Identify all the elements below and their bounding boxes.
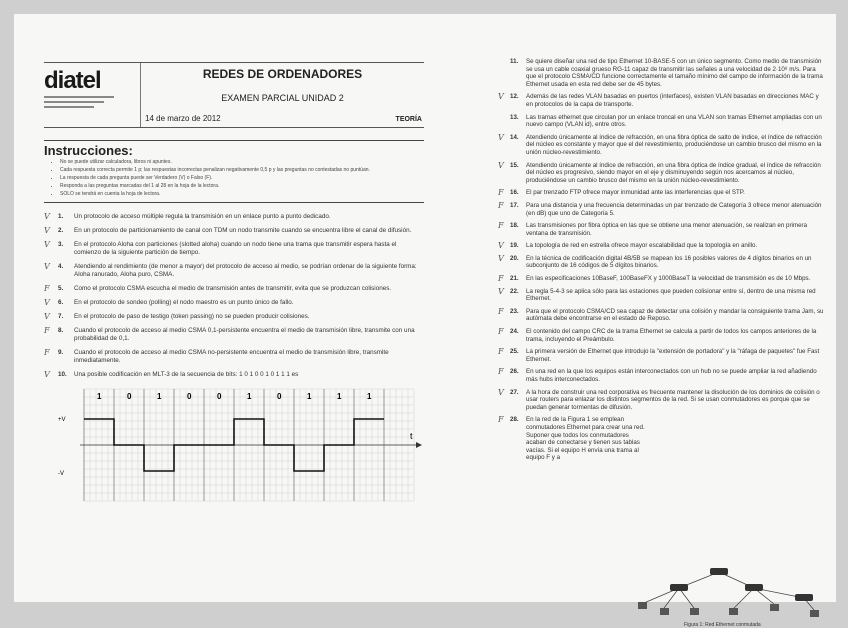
instruction-item: • Cada respuesta correcta permite 1 p; las respuestas incorrectas penalizan negativamente 0,5 p y las preguntas no contestadas no puntúan.	[60, 166, 424, 174]
answer-mark: V	[498, 387, 504, 397]
answer-mark: V	[498, 253, 504, 263]
switch-icon	[670, 584, 688, 591]
host-icon	[810, 610, 819, 617]
network-hosts	[638, 602, 819, 617]
host-icon	[729, 608, 738, 615]
question-number: 15.	[510, 161, 519, 169]
switch-icon	[745, 584, 763, 591]
minus-v-label: -V	[58, 471, 64, 477]
answer-mark: V	[44, 226, 50, 235]
bit-label: 1	[157, 392, 162, 401]
bit-label: 1	[97, 392, 102, 401]
question-item	[504, 114, 824, 129]
bit-label: 0	[277, 392, 282, 401]
question-text: Además de las redes VLAN basadas en puertos (interfaces), existen VLAN basadas en direcciones MAC y en protocolos de la capa de transporte.	[526, 93, 819, 108]
answer-mark: V	[44, 240, 50, 249]
network-links	[644, 572, 814, 610]
question-text: Atendiendo únicamente al índice de refracción, en una fibra óptica de índice gradual, el índice de refracción del núcleo es progresivo, siendo mayor en el eje y disminuyendo según nos acercamos al núcleo, produciéndose un cambio brusco del mismo en la unión núcleo-revestimiento.	[526, 161, 821, 184]
question-item	[498, 286, 824, 303]
question-number: 28.	[510, 416, 519, 424]
bit-label: 0	[187, 392, 192, 401]
logo-rule-3	[44, 106, 94, 108]
instructions-heading: Instrucciones:	[44, 143, 133, 158]
answer-mark: V	[44, 212, 50, 221]
answer-mark: F	[498, 415, 504, 425]
question-item	[44, 213, 424, 221]
exam-sheet	[14, 14, 836, 628]
question-number: 19.	[510, 242, 519, 250]
question-number: 10.	[58, 371, 67, 378]
switch-icon	[710, 568, 728, 575]
question-item	[498, 241, 824, 251]
question-item	[44, 327, 424, 343]
bit-labels	[97, 392, 372, 401]
right-column	[498, 58, 824, 628]
exam-subtitle: EXAMEN PARCIAL UNIDAD 2	[221, 93, 344, 103]
question-text: En una red en la que los equipos están interconectados con un hub no se puede ampliar la red añadiendo más hubs interconectados.	[526, 368, 817, 383]
answer-mark: F	[498, 188, 504, 198]
host-icon	[660, 608, 669, 615]
question-item	[498, 92, 824, 108]
question-number: 9.	[58, 349, 64, 356]
question-text: Las tramas ethernet que circulan por un enlace troncal en una VLAN son tramas Ethernet ampliadas con un nuevo campo (VLAN id), entre otros.	[526, 113, 822, 129]
question-text: Un protocolo de acceso múltiple regula la transmisión en un enlace punto a punto dedicado.	[74, 213, 331, 220]
header-box	[140, 63, 424, 127]
question-item	[498, 367, 824, 383]
question-number: 8.	[58, 327, 64, 334]
answer-mark: F	[498, 327, 504, 337]
answer-mark: V	[44, 298, 50, 307]
question-text: En la red de la Figura 1 se emplean conmutadores Ethernet para crear una red. Suponer que todos los conmutadores acaban de conectarse y tienen sus tablas vacías. Si el equipo H envía una trama al equipo F y a	[526, 416, 645, 462]
question-item	[498, 327, 824, 343]
instructions	[44, 140, 424, 203]
question-item	[498, 387, 824, 412]
logo-text: diatel	[44, 67, 101, 94]
question-item	[498, 347, 824, 363]
figure-caption: Figura 1: Red Ethernet conmutada	[684, 622, 761, 628]
question-text: En el protocolo Aloha con particiones (slotted aloha) cuando un nodo tiene una trama que transmitir espera hasta el comienzo de la siguiente partición de tiempo.	[74, 241, 397, 256]
question-number: 18.	[510, 222, 519, 230]
question-text: Para que el protocolo CSMA/CD sea capaz de detectar una colisión y mandar la consiguiente trama Jam, su autómata debe encontrarse en el estado de Reposo.	[526, 307, 824, 323]
question-text: Para una distancia y una frecuencia determinadas un par trenzado de Categoría 3 ofrece menor atenuación (en dB) que uno de Categoría 5.	[526, 201, 822, 217]
bit-label: 1	[367, 392, 372, 401]
question-item	[498, 253, 824, 270]
question-number: 3.	[58, 241, 64, 248]
bit-label: 1	[307, 392, 312, 401]
bit-label: 1	[247, 392, 252, 401]
question-number: 16.	[510, 189, 519, 197]
question-number: 23.	[510, 307, 519, 315]
question-text: Atendiendo al rendimiento (de menor a mayor) del protocolo de acceso al medio, se podrían ordenar de la siguiente forma: Aloha ranurado, Aloha puro, CSMA.	[74, 263, 417, 278]
question-number: 12.	[510, 93, 519, 101]
question-item	[44, 299, 424, 307]
answer-mark: V	[498, 132, 504, 142]
answer-mark: V	[498, 286, 504, 296]
exam-date: 14 de marzo de 2012	[145, 114, 221, 123]
question-text: Se quiere diseñar una red de tipo Ethernet 10-BASE-5 con un único segmento. Como medio de transmisión se usa un cable coaxial grueso RG-11 capaz de transmitir las señales a una velocidad de 2·10⁸ m/s. Para que el protocolo CSMA/CD funcione correctamente el tamaño mínimo del campo de información de la trama Ethernet usada en esta red debe ser de 45 bytes.	[526, 58, 823, 88]
question-text: A la hora de construir una red corporativa es frecuente mantener la disolución de los dominios de colisión o usar routers para enlazar los distintos segmentos de la red. Si se usan conmutadores es porque que se puedan generar tormentas de difusión.	[526, 388, 820, 411]
network-switches	[670, 568, 813, 601]
answer-mark: F	[44, 348, 50, 357]
plus-v-label: +V	[58, 417, 66, 423]
question-item	[498, 221, 824, 237]
answer-mark: F	[498, 274, 504, 284]
question-text: En las especificaciones 10BaseF, 100BaseFX y 1000BaseT la velocidad de transmisión es de 10 Mbps.	[526, 275, 811, 283]
question-text: La regla 5-4-3 se aplica sólo para las estaciones que pueden colisionar entre sí, dentro de una misma red Ethernet.	[526, 287, 816, 303]
answer-mark: F	[498, 347, 504, 357]
question-text: Cuando el protocolo de acceso al medio CSMA no-persistente encuentra el medio de transmisión libre, transmite inmediatamente.	[74, 349, 389, 364]
answer-mark: F	[498, 221, 504, 231]
question-text: Como el protocolo CSMA escucha el medio de transmisión antes de transmitir, evita que se produzcan colisiones.	[74, 285, 392, 292]
question-item	[498, 274, 824, 284]
question-number: 11.	[510, 58, 519, 65]
answer-mark: V	[498, 160, 504, 170]
logo	[44, 69, 136, 110]
bit-label: 0	[217, 392, 222, 401]
question-item	[504, 58, 824, 88]
time-axis-label: t	[410, 431, 413, 441]
question-item	[44, 241, 424, 257]
question-number: 4.	[58, 263, 64, 270]
host-icon	[770, 604, 779, 611]
answer-mark: F	[498, 367, 504, 377]
logo-rule	[44, 96, 114, 98]
instruction-item: • La respuesta de cada pregunta puede ser Verdadero (V) o Falso (F).	[60, 174, 424, 182]
question-item	[498, 306, 824, 323]
exam-header	[44, 62, 424, 128]
host-icon	[638, 602, 647, 609]
question-number: 24.	[510, 328, 519, 336]
question-number: 26.	[510, 368, 519, 376]
question-item	[498, 415, 824, 462]
questions-left	[44, 213, 424, 379]
exam-title: REDES DE ORDENADORES	[202, 67, 363, 81]
question-text: Las transmisiones por fibra óptica en las que se obtiene una menor atenuación, se realizan en primera ventana de transmisión.	[526, 222, 808, 237]
answer-mark: F	[498, 306, 504, 316]
question-number: 2.	[58, 227, 64, 234]
question-item	[498, 200, 824, 217]
instruction-item: • No se puede utilizar calculadora, libros ni apuntes.	[60, 158, 424, 166]
question-number: 7.	[58, 313, 64, 320]
question-number: 22.	[510, 287, 519, 295]
question-text: En la técnica de codificación digital 4B/5B se mapean los 16 posibles valores de 4 dígitos binarios en un subconjunto de 16 códigos de 5 dígitos binarios.	[526, 254, 812, 270]
question-number: 21.	[510, 275, 519, 283]
answer-mark: V	[44, 312, 50, 321]
question-text: La topología de red en estrella ofrece mayor escalabilidad que la topología en anillo.	[526, 242, 758, 250]
question-item	[44, 349, 424, 365]
mlt3-signal-diagram	[44, 385, 424, 505]
question-item	[498, 132, 824, 157]
question-number: 6.	[58, 299, 64, 306]
switch-icon	[795, 594, 813, 601]
host-icon	[690, 608, 699, 615]
question-text: En el protocolo de sondeo (polling) el nodo maestro es un punto único de fallo.	[74, 299, 294, 306]
exam-type: TEORÍA	[395, 116, 422, 123]
question-item	[44, 313, 424, 321]
left-column	[44, 62, 424, 505]
question-text: Una posible codificación en MLT-3 de la secuencia de bits: 1 0 1 0 0 1 0 1 1 1 es	[74, 371, 299, 378]
question-text: Cuando el protocolo de acceso al medio CSMA 0,1-persistente encuentra el medio de transmisión libre, transmite con una probabilidad de 0,1.	[74, 327, 415, 342]
time-axis-arrow	[416, 442, 422, 448]
question-item	[44, 227, 424, 235]
answer-mark: V	[498, 241, 504, 251]
question-number: 27.	[510, 388, 519, 396]
question-number: 17.	[510, 201, 519, 209]
question-item	[44, 263, 424, 279]
network-figure	[624, 558, 824, 628]
question-text: En un protocolo de particionamiento de canal con TDM un nodo transmite cuando se encuentra libre el canal de difusión.	[74, 227, 412, 234]
bit-label: 1	[337, 392, 342, 401]
question-number: 14.	[510, 133, 519, 141]
bit-label: 0	[127, 392, 132, 401]
question-text: La primera versión de Ethernet que introdujo la "extensión de portadora" y la "ráfaga de paquetes" fue Fast Ethernet.	[526, 348, 820, 363]
question-number: 1.	[58, 213, 64, 220]
logo-rule-2	[44, 101, 104, 103]
instruction-item: • SOLO se tendrá en cuenta la hoja de lectora.	[60, 190, 424, 198]
answer-mark: F	[498, 200, 504, 210]
question-item	[498, 160, 824, 185]
answer-mark: V	[44, 370, 50, 379]
instruction-item: • Responda a las preguntas marcadas del 1 al 28 en la hoja de la lectora.	[60, 182, 424, 190]
questions-right	[498, 58, 824, 462]
question-item	[498, 188, 824, 198]
question-text: Atendiendo únicamente al índice de refracción, en una fibra óptica de salto de índice, el índice de refracción del núcleo es constante y mayor que el del revestimiento, produciéndose un cambio brusco del mismo en la unión núcleo-revestimiento.	[526, 133, 822, 156]
question-item	[44, 285, 424, 293]
question-text: En el protocolo de paso de testigo (token passing) no se pueden producir colisiones.	[74, 313, 310, 320]
question-text: El par trenzado FTP ofrece mayor inmunidad ante las interferencias que el STP.	[526, 189, 745, 197]
question-item	[44, 371, 424, 379]
answer-mark: F	[44, 284, 50, 293]
question-number: 13.	[510, 113, 519, 121]
question-number: 20.	[510, 254, 519, 262]
question-number: 25.	[510, 348, 519, 356]
answer-mark: V	[498, 92, 504, 102]
answer-mark: F	[44, 326, 50, 335]
answer-mark: V	[44, 262, 50, 271]
question-number: 5.	[58, 285, 64, 292]
question-text: El contenido del campo CRC de la trama Ethernet se calcula a partir de todos los campos anteriores de la trama, incluyendo el Preámbulo.	[526, 328, 817, 343]
